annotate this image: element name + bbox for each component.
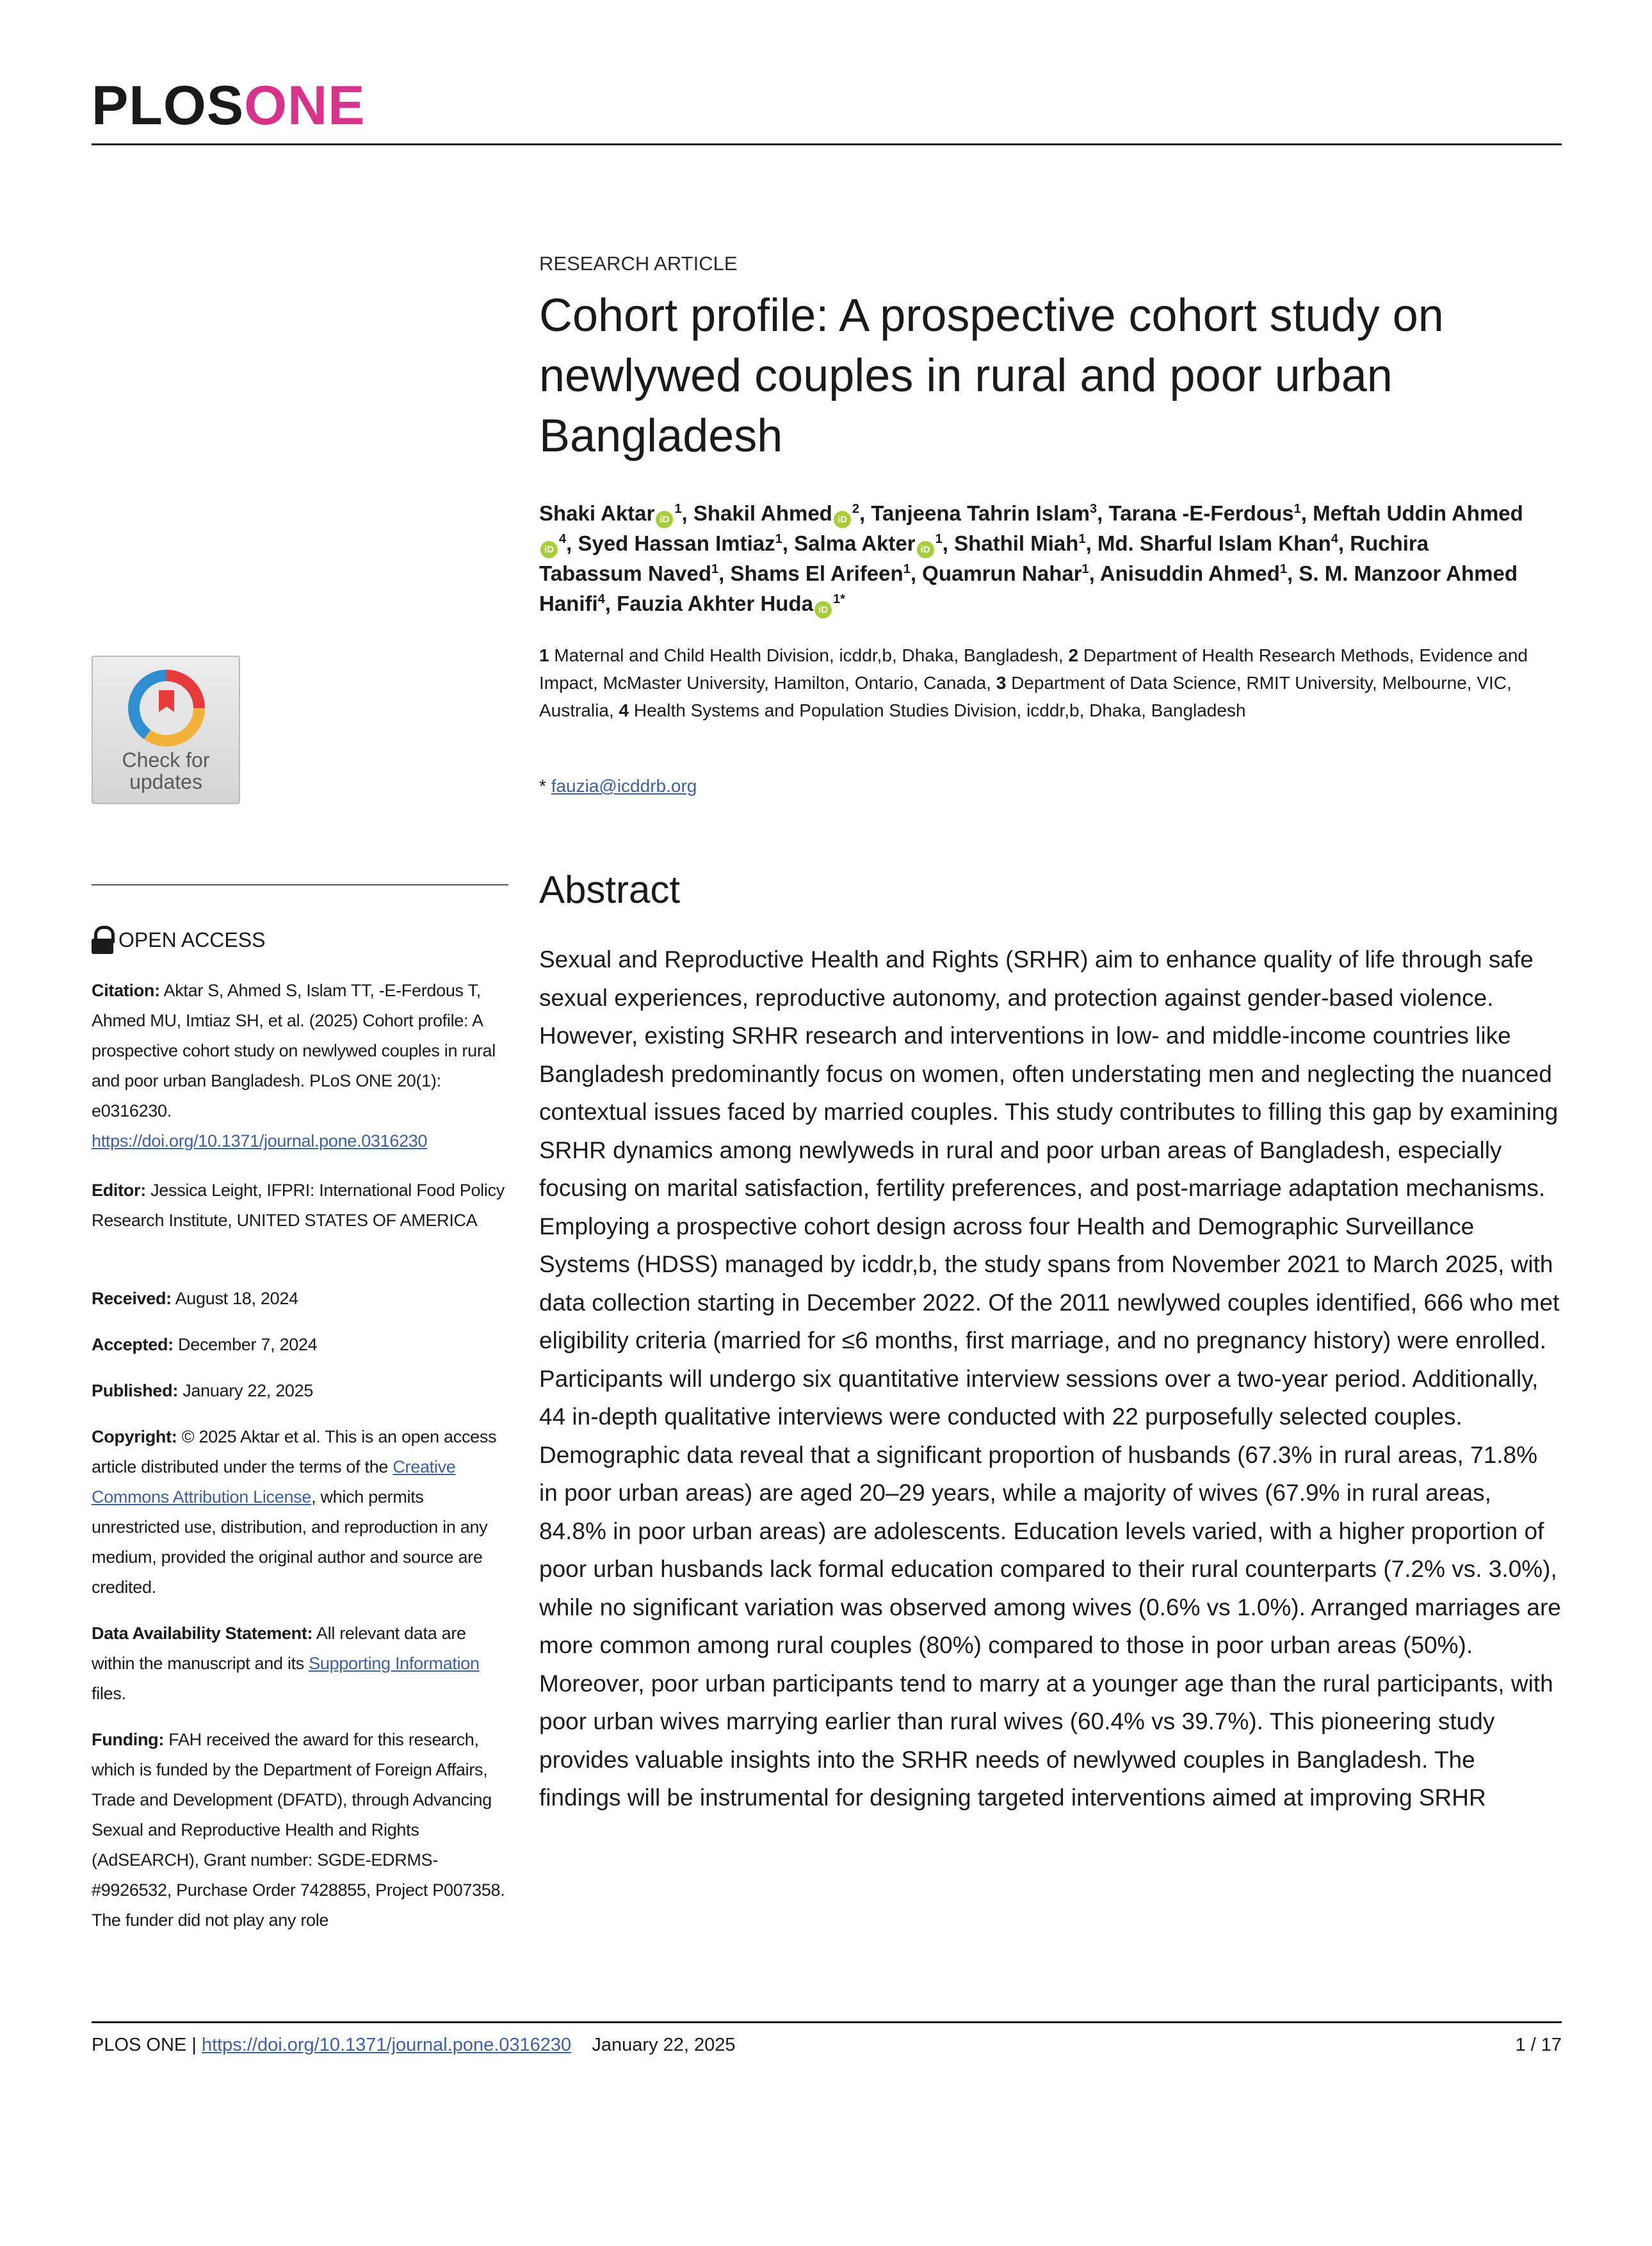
- author-separator: ,: [1287, 562, 1299, 585]
- data-availability-block: [92, 1619, 508, 1709]
- citation-text: Aktar S, Ahmed S, Islam TT, -E-Ferdous T, Ahmed MU, Imtiaz SH, et al. (2025) Cohort profile: A prospective cohort study on newlywed couples in rural and poor urban Bangladesh. PLoS ONE 20(1): e0316230.: [92, 981, 496, 1120]
- author-name[interactable]: Ruchira Tabassum Naved: [539, 531, 1429, 585]
- author-name[interactable]: Tanjeena Tahrin Islam: [871, 501, 1090, 525]
- sidebar-divider: [92, 884, 508, 885]
- copyright-text: © 2025 Aktar et al. This is an open access article distributed under the terms of the: [92, 1427, 497, 1476]
- author-affiliation-marker: 4: [559, 532, 567, 546]
- affiliation-text: Department of Data Science, RMIT University, Melbourne, VIC, Australia,: [539, 673, 1512, 720]
- published-date: January 22, 2025: [182, 1381, 314, 1400]
- article-title: Cohort profile: A prospective cohort study on newlywed couples in rural and poor urban Bangladesh: [539, 290, 1444, 462]
- article-type: RESEARCH ARTICLE: [539, 252, 738, 275]
- author-separator: ,: [566, 531, 578, 555]
- author-separator: ,: [1097, 501, 1109, 525]
- open-lock-icon: [92, 926, 113, 954]
- author-name[interactable]: Md. Sharful Islam Khan: [1097, 531, 1331, 555]
- accepted-label: Accepted:: [92, 1335, 174, 1354]
- author-separator: ,: [1085, 531, 1097, 555]
- open-access-badge: [92, 926, 265, 954]
- supporting-information-link[interactable]: Supporting Information: [309, 1654, 480, 1673]
- abstract-text: Sexual and Reproductive Health and Rights (SRHR) aim to enhance quality of life through safe sexual experiences, reproductive autonomy, and protection against gender-based violence. However, existing SRHR research and interventions in low- and middle-income countries like Bangladesh predominantly focus on women, often understating men and neglecting the nuanced contextual issues faced by married couples. This study contributes to filling this gap by examining SRHR dynamics among newlyweds in rural and poor urban areas of Bangladesh, especially focusing on marital satisfaction, fertility preferences, and post-marriage adaptation mechanisms. Employing a prospective cohort design across four Health and Demographic Surveillance Systems (HDSS) managed by icddr,b, the study spans from November 2021 to March 2025, with data collection starting in December 2022. Of the 2011 newlywed couples identified, 666 who met eligibility criteria (married for ≤6 months, first marriage, and no pregnancy history) were enrolled. Participants will undergo six quantitative interview sessions over a two-year period. Additionally, 44 in-depth qualitative interviews were conducted with 22 purposefully selected couples. Demographic data reveal that a significant proportion of husbands (67.3% in rural areas, 71.8% in poor urban areas) are aged 20–29 years, while a majority of wives (67.9% in rural areas, 84.8% in poor urban areas) are adolescents. Education levels varied, with a higher proportion of poor urban husbands lack formal education compared to their rural counterparts (7.2% vs. 3.0%), while no significant variation was observed among wives (0.6% vs 1.0%). Arranged marriages are more common among rural couples (80%) compared to those in poor urban areas (50%). Moreover, poor urban participants tend to marry at a younger age than the rural participants, with poor urban wives marrying earlier than rural wives (60.4% vs 39.7%). This pioneering study provides valuable insights into the SRHR needs of newlywed couples in Bangladesh. The findings will be instrumental for designing targeted interventions aimed at improving SRHR: [539, 946, 1561, 1811]
- affiliation-list: [539, 642, 1538, 724]
- affiliation-number: 3: [996, 673, 1007, 693]
- affiliation-number: 4: [619, 700, 629, 720]
- accepted-date: December 7, 2024: [178, 1335, 318, 1354]
- author-name[interactable]: Shaki Aktar: [539, 501, 655, 525]
- author-name[interactable]: Quamrun Nahar: [922, 562, 1082, 585]
- received-block: [92, 1284, 508, 1314]
- author-separator: ,: [942, 531, 955, 555]
- citation-block: [92, 976, 508, 1156]
- author-name[interactable]: Syed Hassan Imtiaz: [578, 531, 775, 555]
- footer-separator: |: [186, 2035, 202, 2055]
- affiliation-text: Health Systems and Population Studies Division, icddr,b, Dhaka, Bangladesh: [633, 700, 1246, 720]
- header-divider: [92, 143, 1562, 145]
- author-affiliation-marker: 1: [674, 502, 682, 516]
- author-name[interactable]: Anisuddin Ahmed: [1099, 562, 1280, 585]
- editor-text: Jessica Leight, IFPRI: International Food Policy Research Institute, UNITED STATES OF AMERICA: [92, 1181, 505, 1230]
- author-affiliation-marker: 2: [852, 502, 859, 516]
- received-label: Received:: [92, 1289, 172, 1308]
- orcid-icon[interactable]: iD: [540, 541, 558, 558]
- author-affiliation-marker: 1: [711, 562, 719, 576]
- author-name[interactable]: Tarana -E-Ferdous: [1108, 501, 1294, 525]
- citation-doi-link[interactable]: https://doi.org/10.1371/journal.pone.0316230: [92, 1131, 428, 1151]
- copyright-label: Copyright:: [92, 1427, 177, 1446]
- author-affiliation-marker: 1: [935, 532, 943, 546]
- author-separator: ,: [604, 592, 617, 615]
- correspondence: [539, 776, 1564, 796]
- author-list: [539, 498, 1525, 618]
- author-affiliation-marker: 4: [597, 592, 605, 606]
- data-availability-label: Data Availability Statement:: [92, 1624, 313, 1643]
- author-affiliation-marker: 1: [1081, 562, 1089, 576]
- correspondence-star: *: [539, 776, 551, 796]
- author-affiliation-marker: 1: [1293, 502, 1301, 516]
- copyright-text-end: , which permits unrestricted use, distribution, and reproduction in any medium, provided the original author and source are credited.: [92, 1487, 488, 1597]
- footer-doi-link[interactable]: https://doi.org/10.1371/journal.pone.0316230: [201, 2035, 572, 2055]
- logo-one: ONE: [244, 75, 366, 136]
- author-affiliation-marker: 4: [1331, 532, 1338, 546]
- open-access-label: OPEN ACCESS: [118, 928, 266, 951]
- citation-label: Citation:: [92, 981, 160, 1000]
- author-separator: ,: [782, 531, 795, 555]
- copyright-block: [92, 1422, 508, 1603]
- published-label: Published:: [92, 1381, 179, 1400]
- author-separator: ,: [910, 562, 923, 585]
- data-availability-text-end: files.: [92, 1684, 126, 1703]
- author-name[interactable]: Salma Akter: [794, 531, 916, 555]
- author-name[interactable]: Shams El Arifeen: [730, 562, 903, 585]
- funding-block: [92, 1725, 508, 1935]
- affiliation-text: Department of Health Research Methods, Evidence and Impact, McMaster University, Hamilton, Ontario, Canada,: [539, 645, 1528, 693]
- data-availability-text: All relevant data are within the manuscript and its: [92, 1624, 466, 1673]
- check-for-updates-icon: [128, 670, 205, 747]
- orcid-icon[interactable]: iD: [917, 541, 934, 558]
- author-name[interactable]: Shathil Miah: [954, 531, 1079, 555]
- affiliation-number: 1: [539, 645, 549, 665]
- author-name[interactable]: Shakil Ahmed: [693, 501, 832, 525]
- footer-journal: PLOS ONE: [92, 2035, 187, 2055]
- received-date: August 18, 2024: [175, 1289, 298, 1308]
- author-affiliation-marker: 1: [775, 532, 782, 546]
- author-affiliation-marker: 3: [1090, 502, 1097, 516]
- abstract-heading: Abstract: [539, 868, 681, 911]
- author-name[interactable]: Meftah Uddin Ahmed: [1313, 501, 1523, 525]
- check-for-updates-button[interactable]: [92, 656, 240, 804]
- journal-logo: [92, 75, 366, 136]
- author-separator: ,: [1338, 531, 1350, 555]
- footer-divider: [92, 2021, 1562, 2023]
- author-separator: ,: [718, 562, 731, 585]
- author-separator: ,: [1089, 562, 1100, 585]
- author-affiliation-marker: 1: [1078, 532, 1086, 546]
- footer-date: January 22, 2025: [592, 2035, 736, 2055]
- published-block: [92, 1376, 508, 1406]
- author-separator: ,: [1300, 501, 1313, 525]
- funding-text: FAH received the award for this research, which is funded by the Department of Foreign Affairs, Trade and Development (DFATD), through Advancing Sexual and Reproductive Health and Rights (AdSEARCH), Grant number: SGDE-EDRMS-#9926532, Purchase Order 7428855, Project P007358. The funder did not play any role: [92, 1730, 505, 1930]
- author-name[interactable]: Fauzia Akhter Huda: [617, 592, 813, 615]
- orcid-icon[interactable]: iD: [834, 511, 851, 528]
- author-separator: ,: [681, 501, 693, 525]
- author-affiliation-marker: 1: [1279, 562, 1288, 576]
- editor-block: [92, 1176, 508, 1236]
- funding-label: Funding:: [92, 1730, 165, 1749]
- orcid-icon[interactable]: iD: [656, 511, 673, 528]
- logo-plos: PLOS: [92, 75, 245, 136]
- author-name[interactable]: S. M. Manzoor Ahmed Hanifi: [539, 562, 1518, 615]
- correspondence-email-link[interactable]: fauzia@icddrb.org: [551, 776, 697, 796]
- affiliation-text: Maternal and Child Health Division, icddr,b, Dhaka, Bangladesh,: [554, 645, 1064, 665]
- check-for-updates-label: Check for updates: [122, 748, 210, 793]
- license-link[interactable]: Creative Commons Attribution License: [92, 1457, 456, 1507]
- page-number: 1 / 17: [1515, 2035, 1562, 2055]
- footer: [92, 2035, 736, 2056]
- author-affiliation-marker: 1: [903, 562, 911, 576]
- author-affiliation-marker: 1*: [832, 592, 845, 606]
- editor-label: Editor:: [92, 1181, 146, 1200]
- orcid-icon[interactable]: iD: [814, 601, 832, 618]
- accepted-block: [92, 1330, 508, 1360]
- author-separator: ,: [859, 501, 871, 525]
- affiliation-number: 2: [1068, 645, 1079, 665]
